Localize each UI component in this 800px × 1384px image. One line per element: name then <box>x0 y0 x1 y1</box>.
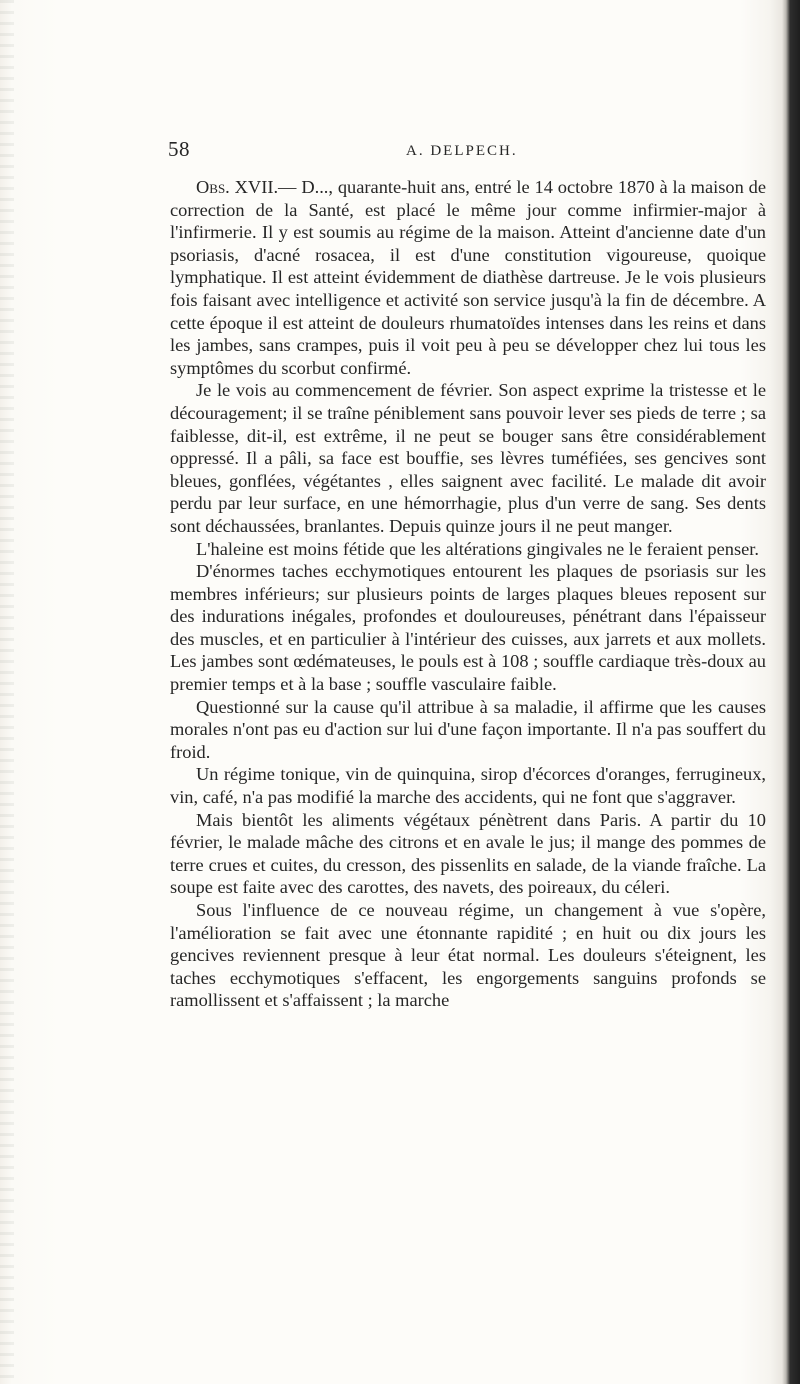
paragraph-1 <box>170 176 766 379</box>
page-number: 58 <box>168 137 190 161</box>
paragraph-5: Questionné sur la cause qu'il attribue à sa maladie, il affirme que les causes morales n'ont pas eu d'action sur lui d'une façon importante. Il n'a pas souffert du froid. <box>170 696 766 762</box>
observation-label: Obs. <box>196 177 230 197</box>
paragraph-2: Je le vois au commencement de février. Son aspect exprime la tristesse et le découragement; il se traîne péniblement sans pouvoir lever ses pieds de terre ; sa faiblesse, dit-il, est extrême, il ne peut se bouger sans être considérablement oppressé. Il a pâli, sa face est bouffie, ses lèvres tuméfiées, ses gencives sont bleues, gonflées, végétantes , elles saignent avec facilité. Le malade dit avoir perdu par leur surface, en une hémorrhagie, plus d'un verre de sang. Ses dents sont déchaussées, branlantes. Depuis quinze jours il ne peut manger. <box>170 380 766 536</box>
paragraph-6: Un régime tonique, vin de quinquina, sirop d'écorces d'oranges, ferrugineux, vin, café, n'a pas modifié la marche des accidents, qui ne font que s'aggraver. <box>170 764 766 808</box>
binding-edge <box>0 0 14 1384</box>
paragraph-8: Sous l'influence de ce nouveau régime, un changement à vue s'opère, l'amélioration se fait avec une étonnante rapidité ; en huit ou dix jours les gencives reviennent presque à leur état normal. Les douleurs s'éteignent, les taches ecchymotiques s'effacent, les engorgements sanguins profonds se ramollissent et s'affaissent ; la marche <box>170 900 766 1011</box>
paragraph-4: D'énormes taches ecchymotiques entourent les plaques de psoriasis sur les membres inférieurs; sur plusieurs points de larges plaques bleues reposent sur des indurations inégales, profondes et douloureuses, pénétrant dans l'épaisseur des muscles, et en particulier à l'intérieur des cuisses, aux jarrets et aux mollets. Les jambes sont œdémateuses, le pouls est à 108 ; souffle cardiaque très-doux au premier temps et à la base ; souffle vasculaire faible. <box>170 561 766 695</box>
paragraph-7: Mais bientôt les aliments végétaux pénètrent dans Paris. A partir du 10 février, le malade mâche des citrons et en avale le jus; il mange des pommes de terre crues et cuites, du cresson, des pissenlits en salade, de la viande fraîche. La soupe est faite avec des carottes, des navets, des poireaux, du céleri. <box>170 809 766 898</box>
running-head: A. DELPECH. <box>406 143 518 159</box>
paragraph-3: L'haleine est moins fétide que les altérations gingivales ne le feraient penser. <box>196 538 760 559</box>
body-text <box>170 176 766 1012</box>
paragraph-1-text: XVII.— D..., quarante-huit ans, entré le 14 octobre 1870 à la maison de correction de la Santé, est placé le même jour comme infirmier-major à l'infirmerie. Il y est soumis au régime de la maison. Atteint d'ancienne date d'un psoriasis, d'acné rosacea, il est d'une constitution vigoureuse, quoique lymphatique. Il est atteint évidemment de diathèse dartreuse. Je le vois plusieurs fois faisant avec intelligence et activité son service jusqu'à la fin de décembre. A cette époque il est atteint de douleurs rhumatoïdes intenses dans les reins et dans les jambes, sans crampes, puis il voit peu à peu se développer chez lui tous les symptômes du scorbut confirmé. <box>170 177 766 378</box>
page-header <box>168 137 768 167</box>
